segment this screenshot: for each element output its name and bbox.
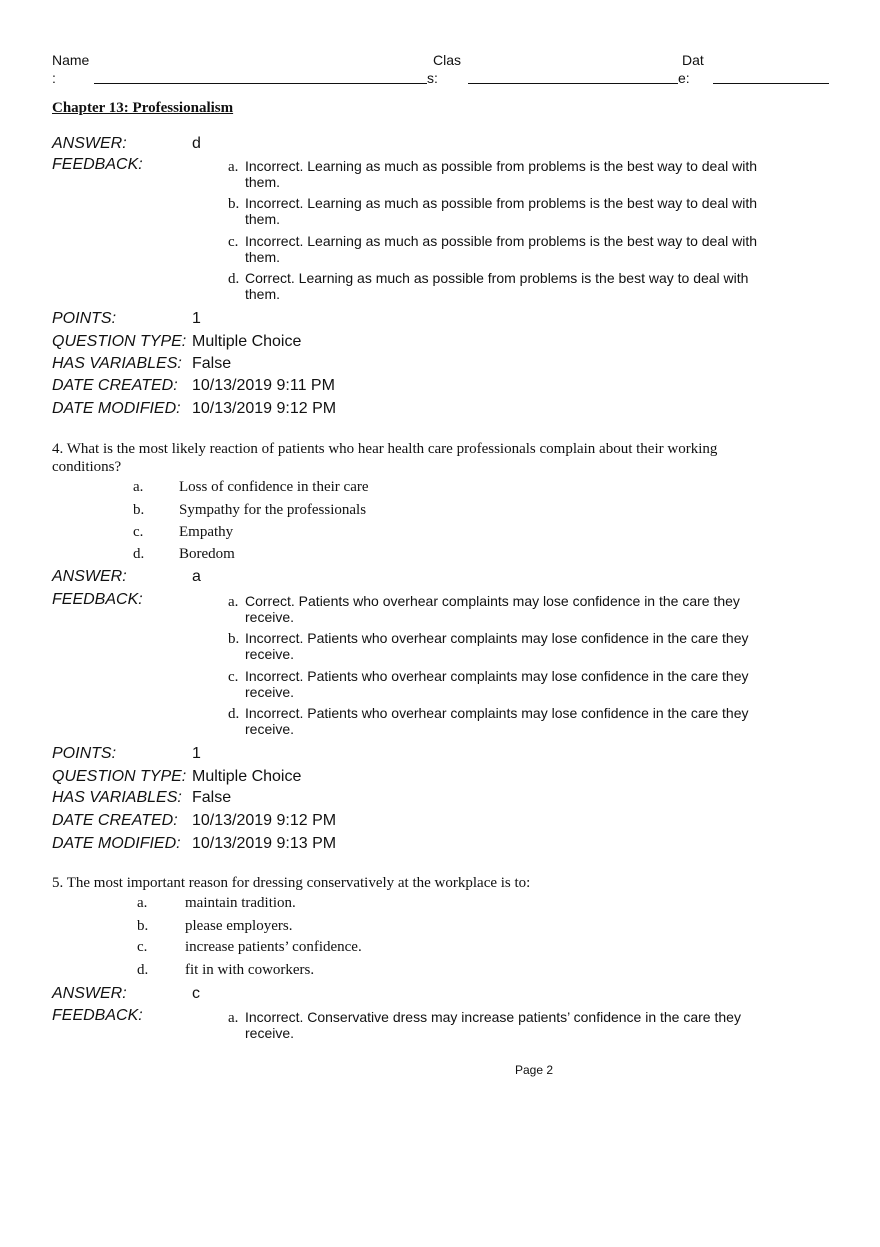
question-type-label: QUESTION TYPE:	[52, 768, 187, 785]
points-value: 1	[192, 745, 201, 762]
option-letter: c.	[133, 524, 144, 540]
question-5-text: 5. The most important reason for dressing conservatively at the workplace is to:	[52, 875, 531, 891]
question-type-label: QUESTION TYPE:	[52, 333, 187, 350]
option-text: fit in with coworkers.	[185, 962, 315, 978]
option-text: Empathy	[179, 524, 234, 540]
date-modified-value: 10/13/2019 9:12 PM	[192, 400, 337, 417]
option-text: Sympathy for the professionals	[179, 502, 367, 518]
option-letter: d.	[133, 546, 145, 562]
option-text: increase patients’ confidence.	[185, 939, 362, 955]
option-text: Loss of confidence in their care	[179, 479, 369, 495]
feedback-label: FEEDBACK:	[52, 156, 143, 173]
feedback-letter: d.	[228, 271, 240, 287]
name-label: Name	[52, 52, 90, 68]
feedback-text: Incorrect. Learning as much as possible from problems is the best way to deal with them.	[245, 233, 758, 265]
feedback-letter: c.	[228, 669, 239, 685]
class-label: Clas	[433, 52, 462, 68]
date-created-label: DATE CREATED:	[52, 812, 178, 829]
answer-value: a	[192, 568, 201, 585]
feedback-text: Incorrect. Learning as much as possible from problems is the best way to deal with them.	[245, 158, 758, 190]
option-text: please employers.	[185, 918, 293, 934]
answer-value: d	[192, 135, 201, 152]
option-text: Boredom	[179, 546, 235, 562]
feedback-label: FEEDBACK:	[52, 1007, 143, 1024]
option-letter: d.	[137, 962, 149, 978]
name-colon: :	[52, 70, 56, 86]
answer-label: ANSWER:	[52, 568, 127, 585]
feedback-label: FEEDBACK:	[52, 591, 143, 608]
has-variables-label: HAS VARIABLES:	[52, 355, 182, 372]
class-suffix: s:	[427, 70, 438, 86]
feedback-text: Incorrect. Patients who overhear complaints may lose confidence in the care they receive.	[245, 630, 749, 662]
option-letter: b.	[133, 502, 145, 518]
points-label: POINTS:	[52, 745, 117, 762]
date-field-line[interactable]	[713, 83, 829, 84]
has-variables-value: False	[192, 789, 232, 806]
date-created-label: DATE CREATED:	[52, 377, 178, 394]
feedback-text: Incorrect. Conservative dress may increase patients’ confidence in the care they receive.	[245, 1009, 741, 1041]
feedback-letter: c.	[228, 234, 239, 250]
date-suffix: e:	[678, 70, 690, 86]
answer-label: ANSWER:	[52, 985, 127, 1002]
date-modified-label: DATE MODIFIED:	[52, 400, 181, 417]
feedback-letter: d.	[228, 706, 240, 722]
points-label: POINTS:	[52, 310, 117, 327]
date-label: Dat	[682, 52, 704, 68]
option-letter: a.	[133, 479, 144, 495]
feedback-text: Incorrect. Learning as much as possible from problems is the best way to deal with them.	[245, 195, 758, 227]
feedback-text: Correct. Learning as much as possible from problems is the best way to deal with them.	[245, 270, 749, 302]
date-created-value: 10/13/2019 9:11 PM	[192, 377, 335, 394]
feedback-text: Incorrect. Patients who overhear complaints may lose confidence in the care they receive.	[245, 668, 749, 700]
feedback-letter: a.	[228, 159, 239, 175]
name-field-line[interactable]	[94, 83, 427, 84]
feedback-text: Incorrect. Patients who overhear complaints may lose confidence in the care they receive.	[245, 705, 749, 737]
feedback-letter: b.	[228, 196, 240, 212]
question-type-value: Multiple Choice	[192, 768, 302, 785]
date-modified-label: DATE MODIFIED:	[52, 835, 181, 852]
option-letter: b.	[137, 918, 149, 934]
date-created-value: 10/13/2019 9:12 PM	[192, 812, 337, 829]
feedback-letter: b.	[228, 631, 240, 647]
page-number: Page 2	[515, 1063, 554, 1077]
option-text: maintain tradition.	[185, 895, 296, 911]
has-variables-value: False	[192, 355, 232, 372]
answer-label: ANSWER:	[52, 135, 127, 152]
class-field-line[interactable]	[468, 83, 678, 84]
feedback-letter: a.	[228, 1010, 239, 1026]
question-type-value: Multiple Choice	[192, 333, 302, 350]
option-letter: c.	[137, 939, 148, 955]
feedback-letter: a.	[228, 594, 239, 610]
date-modified-value: 10/13/2019 9:13 PM	[192, 835, 337, 852]
chapter-title: Chapter 13: Professionalism	[52, 100, 234, 116]
question-4-text: 4. What is the most likely reaction of patients who hear health care professionals complain about their working conditions?	[52, 441, 718, 475]
has-variables-label: HAS VARIABLES:	[52, 789, 182, 806]
option-letter: a.	[137, 895, 148, 911]
points-value: 1	[192, 310, 201, 327]
answer-value: c	[192, 985, 200, 1002]
feedback-text: Correct. Patients who overhear complaints may lose confidence in the care they receive.	[245, 593, 740, 625]
